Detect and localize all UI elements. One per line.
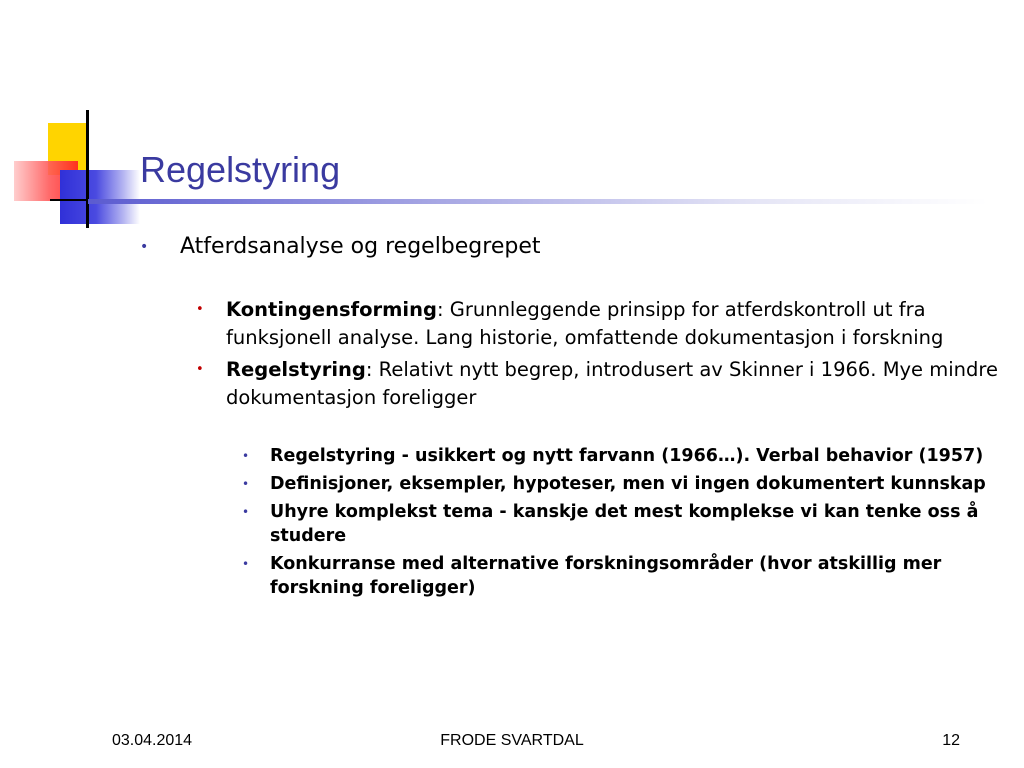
- title-underline-rule: [88, 199, 988, 204]
- decoration-vertical-line: [86, 110, 89, 228]
- bullet-term: Regelstyring: [226, 358, 366, 381]
- bullet-level3-item: [232, 500, 1000, 548]
- bullet-level3-text: Konkurranse med alternative forskningsområder (hvor atskillig mer forskning foreligger): [270, 554, 942, 598]
- bullet-dot-icon: •: [196, 362, 204, 377]
- bullet-level3-text: Definisjoner, eksempler, hypoteser, men vi ingen dokumentert kunnskap: [270, 474, 986, 494]
- title-decoration: [0, 0, 1024, 240]
- bullet-level3-item: [232, 472, 1000, 496]
- bullet-level3-item: [232, 552, 1000, 600]
- bullet-level1: [140, 232, 1000, 262]
- bullet-text: : Grunnleggende prinsipp for atferdskontroll ut fra funksjonell analyse. Lang historie, omfattende dokumentasjon i forskning: [226, 298, 944, 349]
- bullet-level2-kontingensforming: [186, 296, 1000, 352]
- footer-date: 03.04.2014: [112, 732, 193, 749]
- bullet-dot-icon: •: [140, 239, 149, 255]
- bullet-level3-text: Uhyre komplekst tema - kanskje det mest komplekse vi kan tenke oss å studere: [270, 502, 979, 546]
- bullet-dot-icon: •: [242, 557, 250, 571]
- bullet-dot-icon: •: [196, 302, 204, 317]
- slide-title: Regelstyring: [140, 149, 341, 190]
- footer-author: FRODE SVARTDAL: [440, 732, 584, 749]
- bullet-level1-text: Atferdsanalyse og regelbegrepet: [180, 234, 541, 259]
- slide-content: [140, 232, 1000, 604]
- bullet-dot-icon: •: [242, 477, 250, 491]
- bullet-level3-item: [232, 444, 1000, 468]
- bullet-text: : Relativt nytt begrep, introdusert av Skinner i 1966. Mye mindre dokumentasjon foreligger: [226, 358, 998, 409]
- decoration-blue-square: [60, 170, 140, 224]
- bullet-dot-icon: •: [242, 449, 250, 463]
- footer-page-number: 12: [942, 732, 960, 749]
- bullet-dot-icon: •: [242, 505, 250, 519]
- bullet-level3-text: Regelstyring - usikkert og nytt farvann (1966…). Verbal behavior (1957): [270, 446, 984, 466]
- bullet-term: Kontingensforming: [226, 298, 437, 321]
- bullet-level2-regelstyring: [186, 356, 1000, 412]
